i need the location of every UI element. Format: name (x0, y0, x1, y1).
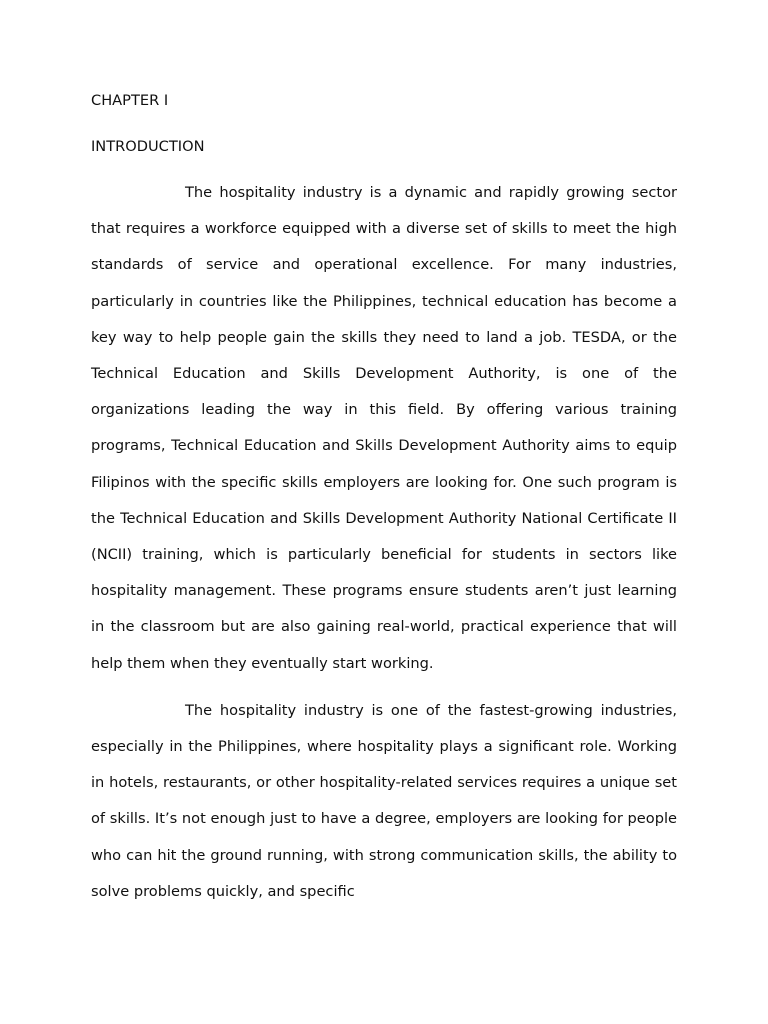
paragraph-2: The hospitality industry is one of the fastest-growing industries, especially in the Philippines, where hospitality plays a significant role. Working in hotels, restaurants, or other hospitality-related services requires a unique set of skills. It’s not enough just to have a degree, employers are looking for people who can hit the ground running, with strong communication skills, the ability to solve problems quickly, and specific (91, 701, 677, 900)
document-body (91, 90, 677, 928)
section-title: INTRODUCTION (91, 138, 205, 155)
chapter-label: CHAPTER I (91, 92, 169, 109)
paragraph-1: The hospitality industry is a dynamic and rapidly growing sector that requires a workforce equipped with a diverse set of skills to meet the high standards of service and operational excellence. For many industries, particularly in countries like the Philippines, technical education has become a key way to help people gain the skills they need to land a job. TESDA, or the Technical Education and Skills Development Authority, is one of the organizations leading the way in this field. By offering various training programs, Technical Education and Skills Development Authority aims to equip Filipinos with the specific skills employers are looking for. One such program is the Technical Education and Skills Development Authority National Certificate II (NCII) training, which is particularly beneficial for students in sectors like hospitality management. These programs ensure students aren’t just learning in the classroom but are also gaining real-world, practical experience that will help them when they eventually start working. (91, 184, 677, 672)
